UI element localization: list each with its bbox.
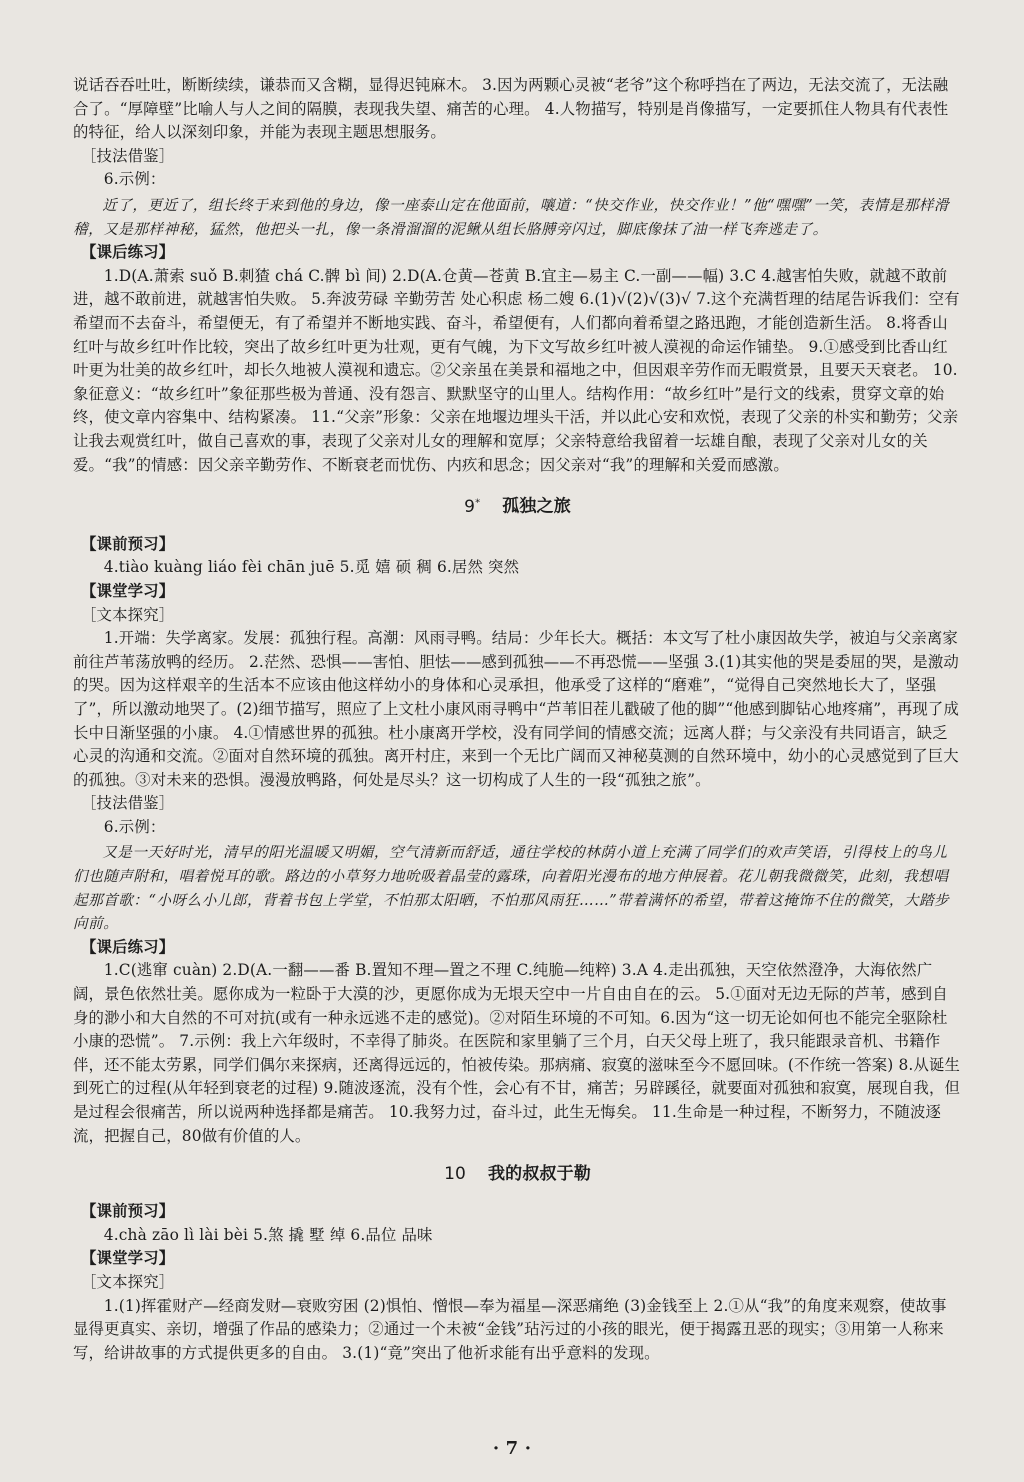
page-number: · 7 · [492, 1438, 532, 1459]
technique-reference-tag: ［技法借鉴］ [81, 146, 175, 165]
preview-header: 【课前预习】 [81, 1202, 175, 1221]
example-paragraph: 又是一天好时光，清早的阳光温暖又明媚，空气清新而舒适，通往学校的林荫小道上充满了同学们的欢声笑语，引得枝上的鸟儿们也随声附和，唱着悦耳的歌。路边的小草努力地吮吸着晶莹的露珠，向着阳光漫布的地方伸展着。花儿朝我微微笑，此刻，我想唱起那首歌：“小呀么小儿郎，背着书包上学堂，不怕那太阳晒，不怕那风雨狂……”带着满怀的希望，带着这掩饰不住的微笑，大踏步向前。 [73, 844, 950, 933]
technique-reference-tag: ［技法借鉴］ [81, 794, 175, 813]
after-class-answers: 1.C(逃窜 cuàn) 2.D(A.一翻——番 B.置知不理—置之不理 C.纯脆—纯粹) 3.A 4.走出孤独，天空依然澄净，大海依然广阔，景色依然壮美。愿你成为一粒卧于大漠的沙，更愿你成为无垠天空中一片自由自在的云。 5.①面对无边无际的芦苇，感到自身的渺小和大自然的不可对抗(或有一种永远逃不走的感觉)。②对陌生环境的不可知。6.因为“这一切无论如何也不能完全驱除杜小康的恐慌”。 7.示例：我上六年级时，不幸得了肺炎。在医院和家里躺了三个月，白天父母上班了，我只能跟录音机、书籍作伴，还不能太劳累，同学们偶尔来探病，还离得远远的，怕被传染。那病痛、寂寞的滋味至今不愿回味。(不作统一答案) 8.从诞生到死亡的过程(从年轻到衰老的过程) 9.随波逐流，没有个性，会心有不甘，痛苦；另辟蹊径，就要面对孤独和寂寞，展现自我，但是过程会很痛苦，所以说两种选择都是痛苦。 10.我努力过，奋斗过，此生无悔矣。 11.生命是一种过程，不断努力，不随波逐流，把握自己，80做有价值的人。 [73, 961, 961, 1145]
preview-header: 【课前预习】 [81, 534, 175, 553]
classroom-header: 【课堂学习】 [81, 581, 175, 600]
lesson-number: 10 [444, 1164, 467, 1185]
after-class-header: 【课后练习】 [81, 937, 175, 956]
lesson8-answers-tail: 说话吞吞吐吐，断断续续，谦恭而又含糊，显得迟钝麻木。 3.因为两颗心灵被“老爷”这个称呼挡在了两边，无法交流了，无法融合了。“厚障壁”比喻人与人之间的隔膜，表现我失望、痛苦的心理。 4.人物描写，特别是肖像描写，一定要抓住人物具有代表性的特征，给人以深刻印象，并能为表现主题思想服务。 [73, 76, 949, 142]
example-label: 6.示例： [103, 170, 166, 189]
lesson10-title [73, 1160, 962, 1188]
classroom-header: 【课堂学习】 [81, 1249, 175, 1268]
after-class-header: 【课后练习】 [81, 243, 175, 262]
optional-star-mark: * [475, 497, 481, 509]
preview-answers: 4.chà zāo lì lài bèi 5.煞 撬 墅 绰 6.品位 品味 [103, 1225, 433, 1244]
text-inquiry-answers: 1.(1)挥霍财产—经商发财—衰败穷困 (2)惧怕、憎恨—奉为福星—深恶痛绝 (3)金钱至上 2.①从“我”的角度来观察，使故事显得更真实、亲切，增强了作品的感染力；②通过一个未被“金钱”玷污过的小孩的眼光，便于揭露丑恶的现实；③用第一人称来写，给讲故事的方式提供更多的自由。 3.(1)“竟”突出了他祈求能有出乎意料的发现。 [73, 1296, 947, 1362]
lesson-number: 9* [464, 496, 481, 517]
preview-answers: 4.tiào kuàng liáo fèi chān juē 5.觅 嬉 硕 稠 6.居然 突然 [103, 558, 520, 577]
text-inquiry-answers: 1.开端：失学离家。发展：孤独行程。高潮：风雨寻鸭。结局：少年长大。概括：本文写了杜小康因故失学，被迫与父亲离家前往芦苇荡放鸭的经历。 2.茫然、恐惧——害怕、胆怯——感到孤独——不再恐慌——坚强 3.(1)其实他的哭是委屈的哭，是激动的哭。因为这样艰辛的生活本不应该由他这样幼小的身体和心灵承担，他承受了这样的“磨难”，“觉得自己突然地长大了，坚强了”，所以激动地哭了。(2)细节描写，照应了上文杜小康风雨寻鸭中“芦苇旧茬儿戳破了他的脚”“他感到脚钻心地疼痛”，再现了成长中日渐坚强的小康。 4.①情感世界的孤独。杜小康离开学校，没有同学间的情感交流；远离人群；与父亲没有共同语言，缺乏心灵的沟通和交流。②面对自然环境的孤独。离开村庄，来到一个无比广阔而又神秘莫测的自然环境中，幼小的心灵感觉到了巨大的孤独。③对未来的恐惧。漫漫放鸭路，何处是尽头？这一切构成了人生的一段“孤独之旅”。 [73, 629, 959, 789]
lesson-title-text: 我的叔叔于勒 [488, 1164, 591, 1185]
lesson-title-text: 孤独之旅 [502, 496, 571, 517]
text-inquiry-tag: ［文本探究］ [81, 1272, 175, 1291]
example-paragraph: 近了，更近了，组长终于来到他的身边，像一座泰山定在他面前，嚷道：“快交作业，快交作业！”他“嘿嘿”一笑，表情是那样滑稽，又是那样神秘，猛然，他把头一扎，像一条滑溜溜的泥鳅从组长胳膊旁闪过，脚底像抹了油一样飞奔逃走了。 [73, 196, 950, 238]
lesson9-title [73, 489, 962, 521]
text-inquiry-tag: ［文本探究］ [81, 605, 175, 624]
example-label: 6.示例： [103, 817, 166, 836]
after-class-answers: 1.D(A.萧索 suǒ B.刺猹 chá C.髀 bì 间) 2.D(A.仓黄—苍黄 B.宜主—易主 C.一副——幅) 3.C 4.越害怕失败，就越不敢前进，越不敢前进，就越害怕失败。 5.奔波劳碌 辛勤劳苦 处心积虑 杨二嫂 6.(1)√(2)√(3)√ 7.这个充满哲理的结尾告诉我们：空有希望而不去奋斗，希望便无，有了希望并不断地实践、奋斗，希望便有，人们都向着希望之路迅跑，才能创造新生活。 8.将香山红叶与故乡红叶作比较，突出了故乡红叶更为壮观，更有气魄，为下文写故乡红叶被人漠视的命运作铺垫。 9.①感受到比香山红叶更为壮美的故乡红叶，却长久地被人漠视和遗忘。②父亲虽在美景和福地之中，但因艰辛劳作而无暇赏景，且要天天衰老。 10.象征意义：“故乡红叶”象征那些极为普通、没有怨言、默默坚守的山里人。结构作用：“故乡红叶”是行文的线索，贯穿文章的始终，使文章内容集中、结构紧凑。 11.“父亲”形象：父亲在地堰边埋头干活，并以此心安和欢悦，表现了父亲的朴实和勤劳；父亲让我去观赏红叶，做自己喜欢的事，表现了父亲对儿女的理解和宽厚；父亲特意给我留着一坛雄自酿，表现了父亲对儿女的关爱。“我”的情感：因父亲辛勤劳作、不断衰老而忧伤、内疚和思念；因父亲对“我”的理解和关爱而感激。 [73, 266, 960, 474]
